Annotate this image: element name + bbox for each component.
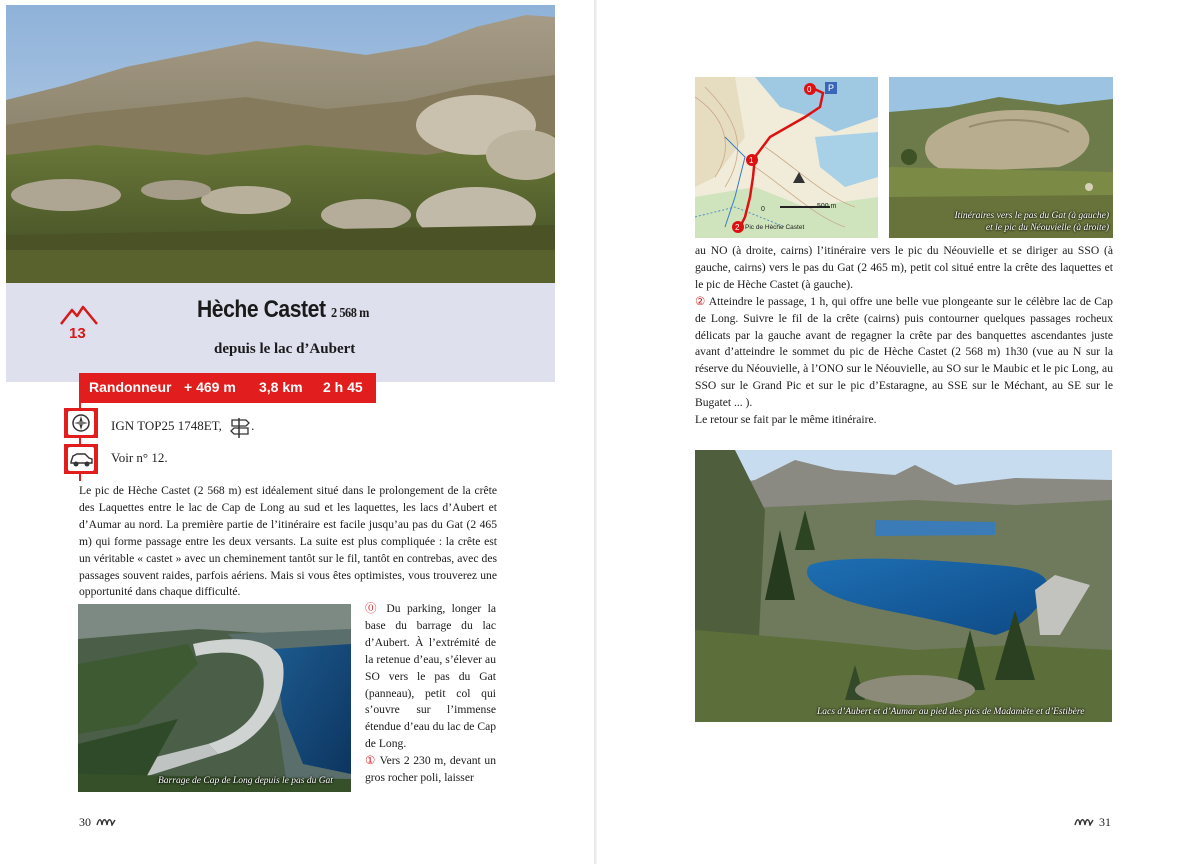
hike-number: 13 (69, 325, 86, 342)
right-page (597, 0, 1190, 864)
folio-left-number: 30 (79, 815, 91, 829)
map-info-text: IGN TOP25 1748ET, (111, 417, 222, 433)
step-1-text: Vers 2 230 m, devant un gros rocher poli, laisser (365, 754, 496, 785)
step-2-marker: ② (695, 294, 706, 308)
logo-icon (96, 816, 116, 826)
continuation-paragraph: au NO (à droite, cairns) l’itinéraire vers le pic du Néouvielle et se diriger au SSO (à gauche, cairns) vers le pas du Gat (2 465 m), petit col situé entre la crête des laquettes et le pic de Hèche Castet (à gauche). (695, 244, 1113, 291)
step-2 (695, 294, 1113, 412)
svg-text:1: 1 (749, 156, 754, 165)
rock-caption (941, 210, 1109, 234)
dam-caption: Barrage de Cap de Long depuis le pas du Gat (158, 776, 333, 786)
page-number-left (79, 815, 116, 830)
right-text (695, 243, 1113, 429)
car-icon (64, 444, 98, 474)
stats-bar (79, 373, 376, 403)
stat-elevation: + 469 m (184, 379, 236, 395)
page-subtitle: depuis le lac d’Aubert (214, 341, 356, 357)
step-2-text: Atteindre le passage, 1 h, qui offre une belle vue plongeante sur le célèbre lac de Cap de Long. Suivre le fil de la crête (cairns) puis contourner quelques passages rocheux délicats par la gauche avant de regagner la crête par des banquettes ascendantes juste avant d’atteindre le sommet du pic de Hèche Castet (2 568 m) 1h30 (vue au N sur la réserve du Néouvielle, à l’ONO sur le Néouvielle, au SO sur le Maubic et le pic Long, au SSO sur le Grand Pic et sur le pic d’Estaragne, au SSE sur le Méchant, au SE sur le Bugatet ... ). (695, 294, 1113, 410)
svg-text:2: 2 (735, 223, 740, 232)
stat-duration: 2 h 45 (323, 379, 363, 395)
folio-right-number: 31 (1099, 815, 1111, 829)
lake-caption: Lacs d’Aubert et d’Aumar au pied des pics de Madamète et d’Estibère (817, 707, 1085, 717)
svg-text:0: 0 (807, 85, 812, 94)
map-info (111, 415, 254, 439)
svg-text:P: P (828, 83, 835, 93)
map-summit-label: Pic de Hèche Castet (745, 224, 805, 231)
access-info: Voir n° 12. (111, 450, 168, 465)
mountain-icon (60, 305, 98, 325)
rock-caption-line-1: Itinéraires vers le pas du Gat (à gauche) (954, 211, 1109, 221)
map-info-suffix: . (251, 417, 255, 433)
steps-column (365, 601, 496, 787)
step-0-marker: ⓪ (365, 602, 381, 615)
intro-paragraph: Le pic de Hèche Castet (2 568 m) est idéalement situé dans le prolongement de la crête des Laquettes entre le lac de Cap de Long au sud et les laquettes, les lacs d’Aubert et d’Aumar au nord. La première partie de l’itinéraire est facile jusqu’au pas du Gat (2 465 m) qui forme passage entre les deux versants. La suite est plus compliquée : la crête est un véritable « castet » avec un cheminement tantôt sur le fil, tantôt en contrebas, avec des passages souvent raides, parfois aériens. Mais si vous êtes optimistes, vous trouverez une opportunité dans chaque difficulté. (79, 484, 497, 599)
stat-level: Randonneur (89, 379, 172, 395)
route-map (695, 77, 878, 238)
page-title (197, 296, 369, 324)
lake-photo (695, 450, 1112, 722)
return-paragraph: Le retour se fait par le même itinéraire. (695, 413, 877, 427)
map-scale-label: 500 m (817, 203, 837, 210)
intro-text (79, 483, 497, 601)
signpost-icon (229, 415, 251, 439)
title-altitude: 2 568 m (330, 306, 369, 321)
step-0-text: Du parking, longer la base du barrage du lac d’Aubert. À l’extrémité de la retenue d’eau, s’élever au SO vers le pas du Gat (panneau), petit col qui s’ouvre sur l’immense étendue d’eau du lac de Cap de Long. (365, 602, 497, 751)
logo-icon-right (1074, 816, 1094, 826)
title-text: Hèche Castet (197, 296, 326, 323)
page-number-right (1074, 815, 1111, 830)
step-0 (365, 601, 496, 753)
left-page (0, 0, 594, 864)
svg-text:0: 0 (761, 206, 765, 213)
rock-caption-line-2: et le pic du Néouvielle (à droite) (985, 223, 1109, 233)
step-1-marker: ① (365, 754, 377, 768)
dam-photo (78, 604, 351, 792)
mountain-photo (6, 5, 555, 283)
stat-distance: 3,8 km (259, 379, 303, 395)
compass-icon (64, 408, 98, 438)
step-1 (365, 753, 496, 787)
